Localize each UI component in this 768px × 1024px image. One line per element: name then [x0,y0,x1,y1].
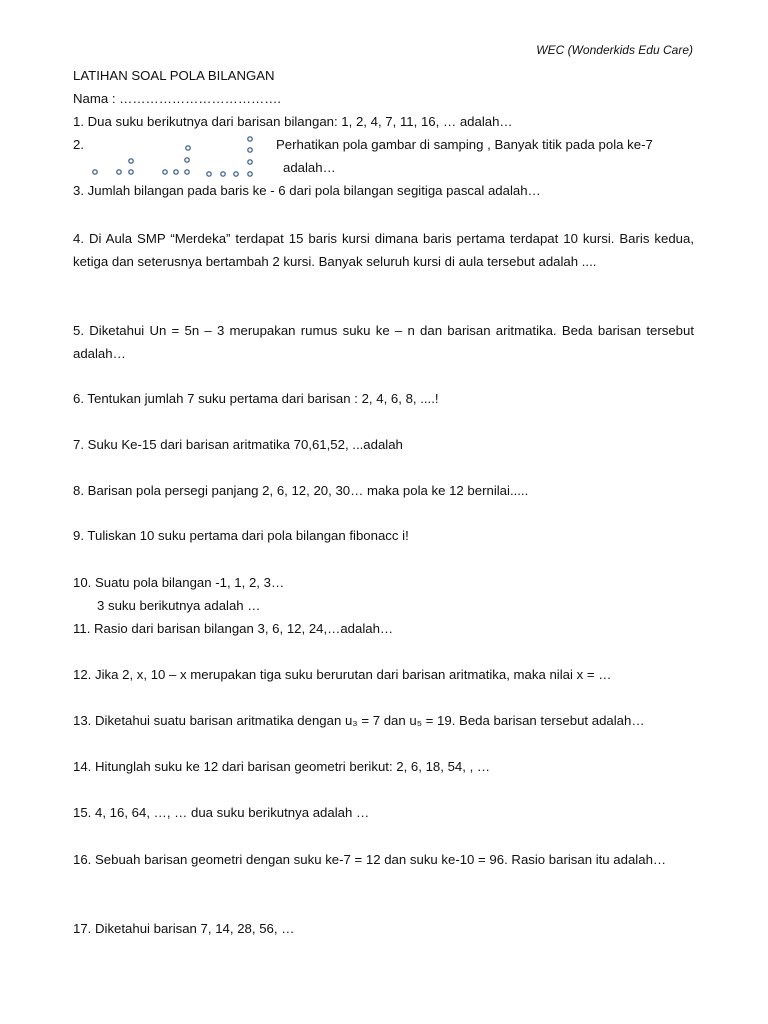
dot [185,170,189,174]
question-4-text: 4. Di Aula SMP “Merdeka” terdapat 15 baris kursi dimana baris pertama terdapat 10 kursi. Baris kedua, ketiga dan seterusnya bertambah 2 kursi. Banyak seluruh kursi di aula tersebut adalah .... [73,231,694,269]
dot [248,137,252,141]
dot [207,172,211,176]
question-10: 10. Suatu pola bilangan -1, 1, 2, 3… [73,575,285,590]
dot-pattern-figure [88,134,260,180]
dot [163,170,167,174]
question-13: 13. Diketahui suatu barisan aritmatika dengan u₃ = 7 dan u₅ = 19. Beda barisan tersebut adalah… [73,713,645,728]
question-3: 3. Jumlah bilangan pada baris ke - 6 dari pola bilangan segitiga pascal adalah… [73,183,541,198]
dot [185,158,189,162]
dot [174,170,178,174]
question-11: 11. Rasio dari barisan bilangan 3, 6, 12, 24,…adalah… [73,621,394,636]
question-1: 1. Dua suku berikutnya dari barisan bilangan: 1, 2, 4, 7, 11, 16, … adalah… [73,114,513,129]
question-6: 6. Tentukan jumlah 7 suku pertama dari barisan : 2, 4, 6, 8, ....! [73,391,439,406]
question-16-text: 16. Sebuah barisan geometri dengan suku ke-7 = 12 dan suku ke-10 = 96. Rasio barisan itu adalah… [73,852,667,867]
question-12: 12. Jika 2, x, 10 – x merupakan tiga suku berurutan dari barisan aritmatika, maka nilai x = … [73,667,612,682]
dot [129,159,133,163]
question-9: 9. Tuliskan 10 suku pertama dari pola bilangan fibonacc i! [73,528,409,543]
question-2-text: Perhatikan pola gambar di samping , Banyak titik pada pola ke-7 [276,137,653,152]
question-4 [73,227,694,273]
dot [186,146,190,150]
question-8: 8. Barisan pola persegi panjang 2, 6, 12, 20, 30… maka pola ke 12 bernilai..... [73,483,529,498]
question-2-number: 2. [73,137,84,152]
question-17: 17. Diketahui barisan 7, 14, 28, 56, … [73,921,295,936]
question-2-text-cont: adalah… [283,160,336,175]
dot [221,172,225,176]
dot [93,170,97,174]
worksheet-title: LATIHAN SOAL POLA BILANGAN [73,68,275,83]
question-10-cont: 3 suku berikutnya adalah … [97,598,261,613]
header-text: WEC (Wonderkids Edu Care) [536,43,693,57]
dot [248,148,252,152]
question-7: 7. Suku Ke-15 dari barisan aritmatika 70,61,52, ...adalah [73,437,403,452]
question-16 [73,848,694,871]
question-5-text: 5. Diketahui Un = 5n – 3 merupakan rumus suku ke – n dan barisan aritmatika. Beda barisan tersebut adalah… [73,323,694,361]
name-line: Nama : ………………………………. [73,91,282,106]
dot [234,172,238,176]
dot [129,170,133,174]
dot [248,172,252,176]
dot [248,160,252,164]
question-5 [73,319,694,365]
dot [117,170,121,174]
question-14: 14. Hitunglah suku ke 12 dari barisan geometri berikut: 2, 6, 18, 54, , … [73,759,491,774]
question-15: 15. 4, 16, 64, …, … dua suku berikutnya adalah … [73,805,370,820]
